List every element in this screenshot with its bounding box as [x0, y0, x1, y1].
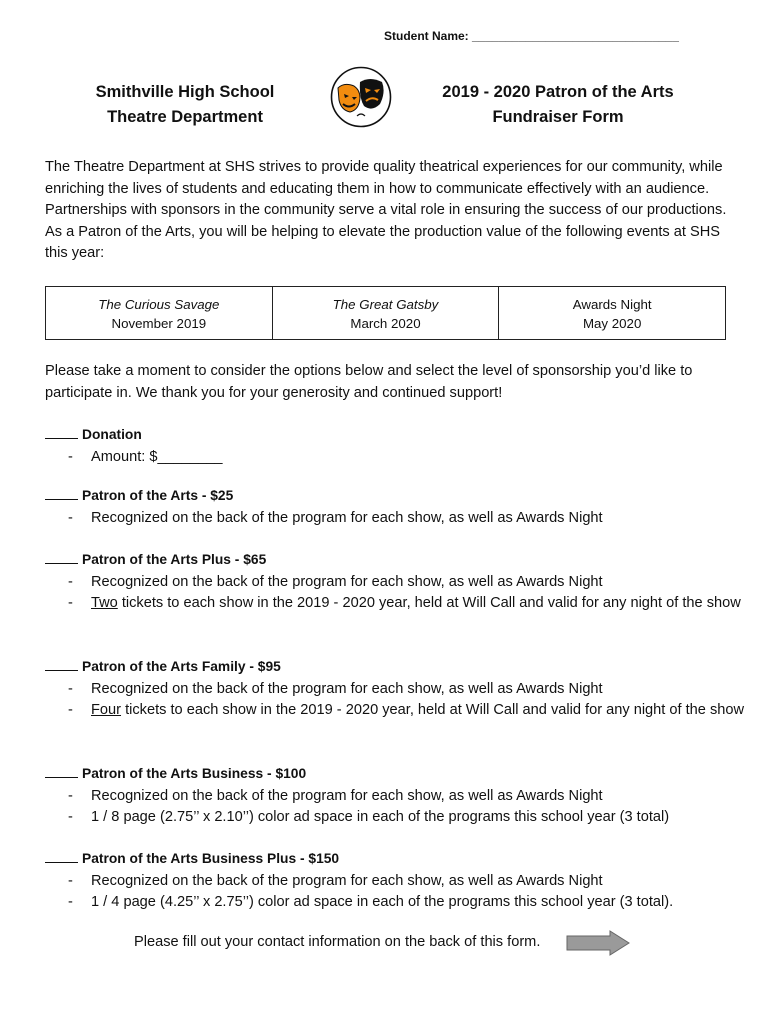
form-title	[420, 80, 696, 130]
student-name-field[interactable]: Student Name: _______________________________	[384, 29, 679, 43]
right-arrow-icon	[566, 930, 630, 956]
event-title: Awards Night	[572, 297, 652, 312]
event-date: March 2020	[350, 316, 421, 331]
ticket-count: Two	[91, 595, 118, 611]
option-benefit: - 1 / 4 page (4.25’’ x 2.75’’) color ad space in each of the programs this school year (3 total).	[45, 892, 745, 914]
option-name: Patron of the Arts Business - $100	[82, 766, 307, 781]
event-cell	[272, 287, 499, 340]
option-patron-plus	[45, 549, 745, 615]
option-benefit: - Recognized on the back of the program for each show, as well as Awards Night	[45, 871, 745, 893]
patron-family-checkbox-line[interactable]	[45, 656, 78, 671]
event-title: The Curious Savage	[98, 297, 220, 312]
patron-business-plus-checkbox-line[interactable]	[45, 848, 78, 863]
option-name: Donation	[82, 427, 142, 442]
ticket-details: tickets to each show in the 2019 - 2020 year, held at Will Call and valid for any night of the show	[121, 702, 745, 718]
events-table	[45, 286, 726, 340]
events-row	[46, 287, 726, 340]
patron-checkbox-line[interactable]	[45, 485, 78, 500]
option-benefit: - Recognized on the back of the program for each show, as well as Awards Night	[45, 679, 745, 701]
event-date: November 2019	[111, 316, 207, 331]
donation-checkbox-line[interactable]	[45, 424, 78, 439]
option-benefit	[45, 700, 745, 722]
option-donation	[45, 424, 745, 468]
option-benefit: - Recognized on the back of the program for each show, as well as Awards Night	[45, 508, 745, 530]
option-benefit: - Recognized on the back of the program for each show, as well as Awards Night	[45, 572, 745, 594]
event-cell	[46, 287, 273, 340]
intro-paragraph: The Theatre Department at SHS strives to provide quality theatrical experiences for our community, while enriching the lives of students and educating them in how to communicate effectively with an audience. Partnerships with sponsors in the community serve a vital role in ensuring the success of our productions. As a Patron of the Arts, you will be helping to elevate the production value of the following events at SHS this year:	[45, 159, 727, 262]
option-name: Patron of the Arts Plus - $65	[82, 552, 267, 567]
event-title: The Great Gatsby	[332, 297, 439, 312]
school-heading	[80, 80, 290, 130]
theatre-masks-icon	[330, 66, 392, 128]
option-benefit	[45, 593, 745, 615]
event-cell	[499, 287, 726, 340]
patron-plus-checkbox-line[interactable]	[45, 549, 78, 564]
form-title-line-2: Fundraiser Form	[492, 108, 624, 126]
option-name: Patron of the Arts Family - $95	[82, 659, 281, 674]
patron-business-checkbox-line[interactable]	[45, 763, 78, 778]
option-name: Patron of the Arts - $25	[82, 488, 234, 503]
option-patron-family	[45, 656, 745, 722]
option-benefit: - Recognized on the back of the program for each show, as well as Awards Night	[45, 786, 745, 808]
option-name: Patron of the Arts Business Plus - $150	[82, 851, 340, 866]
option-patron-business	[45, 763, 745, 829]
footer-note: Please fill out your contact information on the back of this form.	[134, 934, 541, 950]
ticket-count: Four	[91, 702, 122, 718]
school-name: Smithville High School	[95, 83, 275, 101]
sponsorship-prompt: Please take a moment to consider the options below and select the level of sponsorship you’d like to participate in. We thank you for your generosity and continued support!	[45, 363, 693, 401]
option-patron-business-plus	[45, 848, 745, 914]
donation-amount-field[interactable]: - Amount: $________	[45, 447, 745, 469]
form-title-line-1: 2019 - 2020 Patron of the Arts	[442, 83, 674, 101]
event-date: May 2020	[582, 316, 642, 331]
department-name: Theatre Department	[107, 108, 263, 126]
option-benefit: - 1 / 8 page (2.75’’ x 2.10’’) color ad space in each of the programs this school year (3 total)	[45, 807, 745, 829]
option-patron	[45, 485, 745, 529]
ticket-details: tickets to each show in the 2019 - 2020 year, held at Will Call and valid for any night of the show	[117, 595, 741, 611]
